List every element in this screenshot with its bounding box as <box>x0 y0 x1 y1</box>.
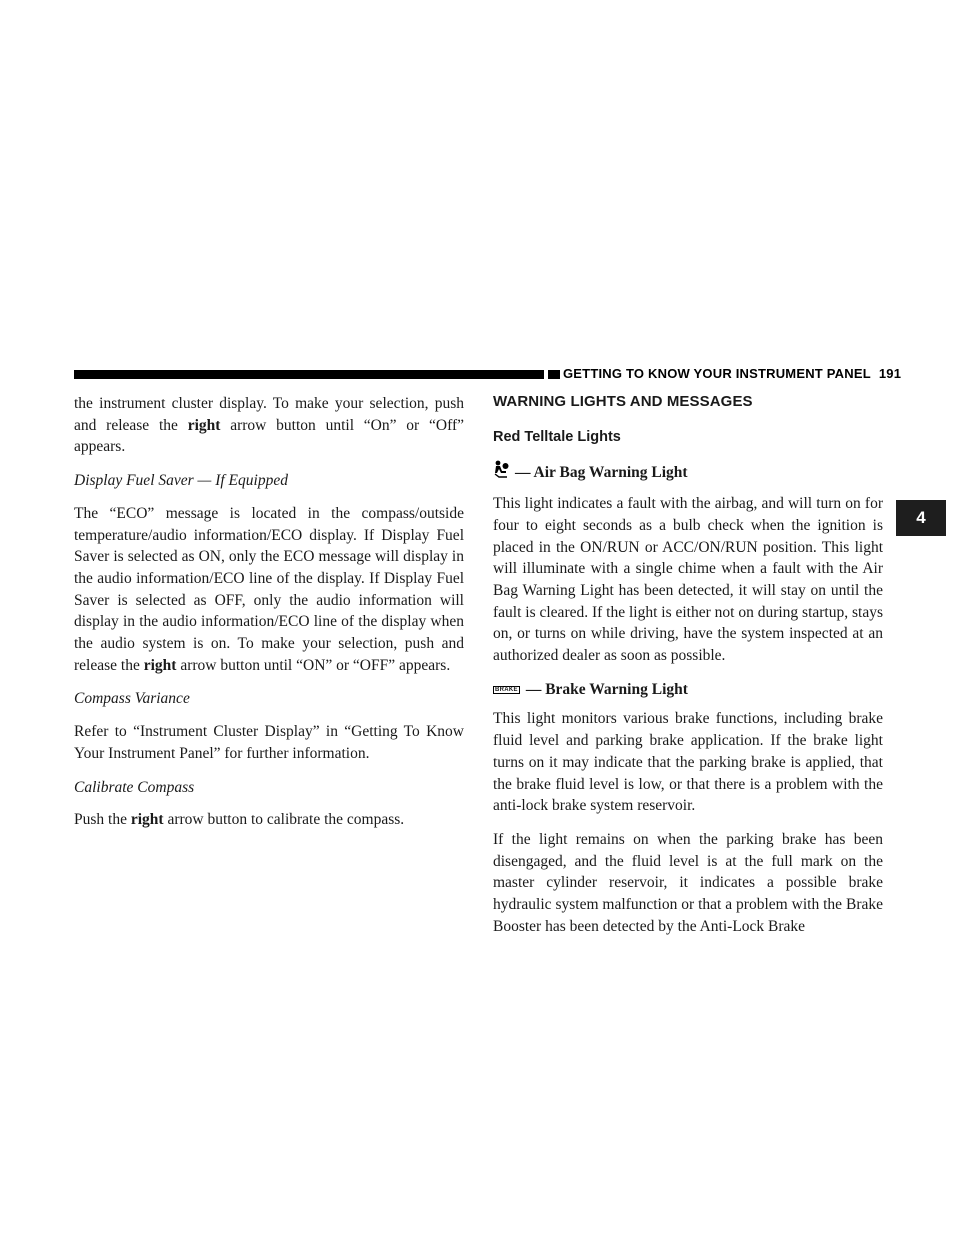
brake-paragraph-2: If the light remains on when the parking brake has been disengaged, and the fluid level is at the full mark on the master cylinder reservoir, it indicates a possible brake hydraulic system malfunction or that a problem with the Brake Booster has been detected by the Anti-Lock Brake <box>493 830 883 935</box>
header-title: GETTING TO KNOW YOUR INSTRUMENT PANEL <box>563 366 871 381</box>
paragraph-calibrate-compass: Push the right arrow button to calibrate the compass. <box>74 811 405 829</box>
running-header <box>563 366 902 381</box>
page-number: 191 <box>878 366 902 381</box>
heading-calibrate-compass: Calibrate Compass <box>74 778 195 796</box>
heading-display-fuel-saver: Display Fuel Saver — If Equipped <box>74 472 288 490</box>
brake-warning-icon: BRAKE <box>495 686 518 693</box>
right-column <box>493 391 883 949</box>
airbag-warning-icon <box>493 460 509 485</box>
chapter-tab: 4 <box>896 500 946 536</box>
brake-warning-heading: BRAKE — Brake Warning Light <box>495 680 688 698</box>
airbag-paragraph: This light indicates a fault with the airbag, and will turn on for four to eight seconds as a bulb check when the ignition is placed in the ON/RUN or ACC/ON/RUN position. This light will illuminate with a single chime when a fault with the Air Bag Warning Light has been detected, it will stay on until the fault is cleared. If the light is either not on during startup, stays on, or turns on while driving, have the system inspected at an authorized dealer as soon as possible. <box>493 495 883 665</box>
paragraph-selection: the instrument cluster display. To make your selection, push and release the right arrow button until “On” or “Off” appears. <box>74 395 464 456</box>
paragraph-fuel-saver: The “ECO” message is located in the compass/outside temperature/audio information/ECO display. If Display Fuel Saver is selected as ON, only the ECO message will display in the audio information/ECO line of the display. If Display Fuel Saver is selected as OFF, only the audio information will display in the audio information/ECO line of the display when the audio system is on. To make your selection, push and release the right arrow button until “ON” or “OFF” appears. <box>74 504 464 674</box>
header-rule <box>74 370 544 379</box>
header-rule-end <box>548 370 560 379</box>
section-title: WARNING LIGHTS AND MESSAGES <box>493 393 753 410</box>
left-column <box>74 393 464 843</box>
subsection-title: Red Telltale Lights <box>493 428 621 445</box>
paragraph-compass-variance: Refer to “Instrument Cluster Display” in “Getting To Know Your Instrument Panel” for further information. <box>74 723 464 762</box>
heading-compass-variance: Compass Variance <box>74 690 190 708</box>
brake-paragraph-1: This light monitors various brake functions, including brake fluid level and parking brake application. If the brake light turns on it may indicate that the parking brake is applied, that the brake fluid level is low, or that there is a problem with the anti-lock brake system reservoir. <box>493 710 883 815</box>
airbag-warning-heading: — Air Bag Warning Light <box>493 460 883 485</box>
